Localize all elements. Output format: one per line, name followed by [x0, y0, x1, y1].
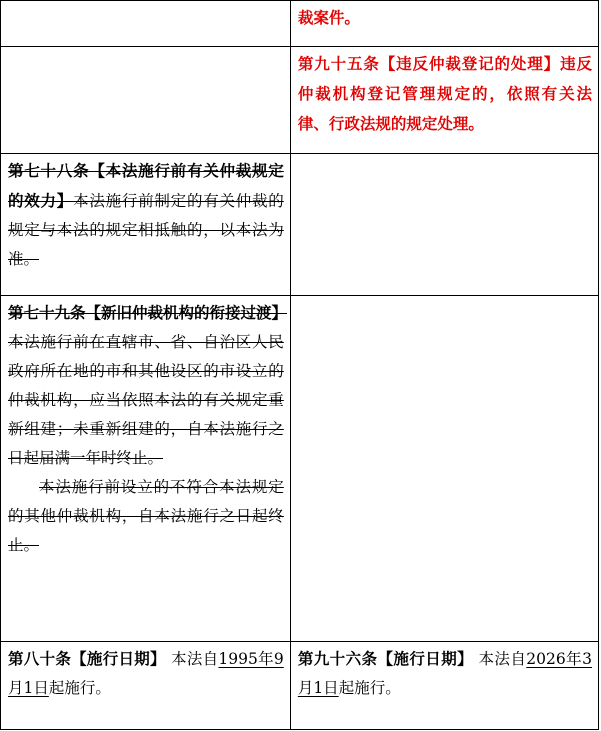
table-row: [1, 296, 599, 642]
article-heading: 第八十条【施行日期】: [8, 649, 166, 668]
old-article-cell: [1, 296, 291, 642]
article-body-paragraph-2: 本法施行前设立的不符合本法规定的其他仲裁机构，自本法施行之日起终止。: [8, 478, 284, 554]
article-body: 本法施行前制定的有关仲裁的规定与本法的规定相抵触的，以本法为准。: [8, 192, 284, 268]
old-article-cell: [1, 154, 291, 296]
table-row: [1, 642, 599, 730]
new-article-cell: [290, 642, 598, 730]
effective-date: 1995年9月1日: [8, 650, 284, 697]
article-heading: 第七十九条【新旧仲裁机构的衔接过渡】: [8, 303, 288, 322]
article-text: 起施行。: [48, 679, 111, 697]
article-text: 本法自: [478, 650, 527, 668]
article-text: 起施行。: [338, 679, 401, 697]
new-article-cell: [290, 47, 598, 154]
old-article-cell-empty: [1, 1, 291, 47]
table-row: [1, 154, 599, 296]
effective-date: 2026年3月1日: [297, 650, 592, 697]
article-heading: 第七十八条【本法施行前有关仲裁规定的效力】: [8, 161, 284, 210]
new-article-cell-empty: [290, 296, 598, 642]
article-text-fragment: 裁案件。: [297, 8, 360, 27]
article-heading: 第九十五条【违反仲裁登记的处理】: [297, 54, 561, 73]
table-row: [1, 1, 599, 47]
article-heading: 第九十六条【施行日期】: [297, 649, 474, 668]
article-body: 本法施行前在直辖市、省、自治区人民政府所在地的市和其他设区的市设立的仲裁机构，应当依照本法的有关规定重新组建；未重新组建的，自本法施行之日起届满一年时终止。: [8, 333, 284, 467]
new-article-cell: [290, 1, 598, 47]
article-body: 违反仲裁机构登记管理规定的，依照有关法律、行政法规的规定处理。: [297, 54, 592, 133]
new-article-cell-empty: [290, 154, 598, 296]
old-article-cell-empty: [1, 47, 291, 154]
old-article-cell: [1, 642, 291, 730]
article-text: 本法自: [171, 650, 219, 668]
table-row: [1, 47, 599, 154]
